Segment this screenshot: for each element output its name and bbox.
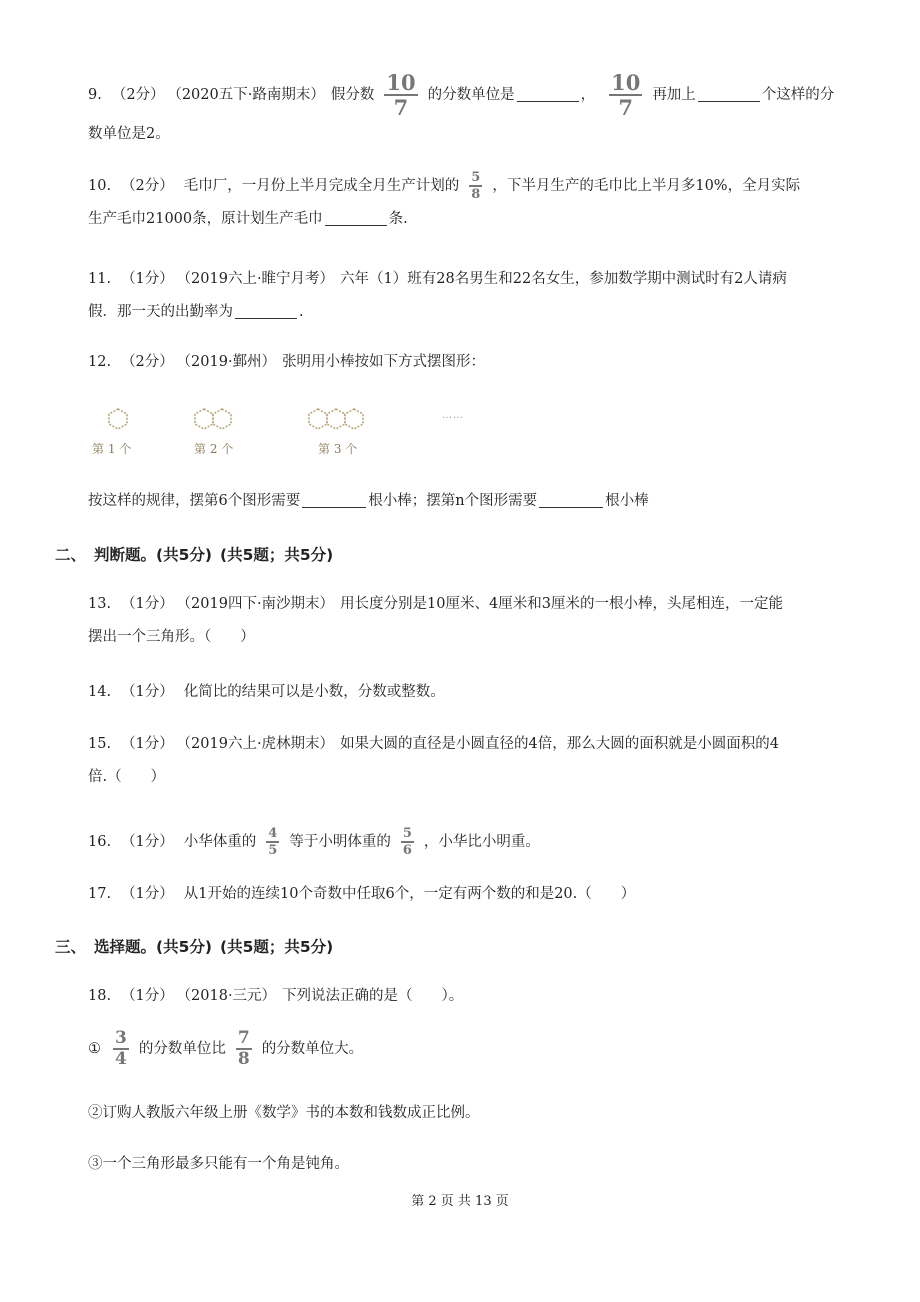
question-score: （1分） — [121, 834, 174, 850]
question-10 — [88, 170, 868, 236]
question-source: （2019四下·南沙期末） — [183, 596, 335, 612]
section-index: 三、 — [55, 938, 87, 956]
fraction-10-7: $\frac{10}{7}$ — [386, 70, 416, 120]
question-text: 毛巾厂，一月份上半月完成全月生产计划的 — [183, 178, 460, 194]
question-text: 如果大圆的直径是小圆直径的4倍，那么大圆的面积就是小圆面积的4 — [340, 736, 780, 752]
question-text: 用长度分别是10厘米、4厘米和3厘米的一根小棒，头尾相连，一定能 — [340, 596, 783, 612]
question-score: （1分） — [121, 596, 174, 612]
question-number: 12. — [88, 354, 112, 370]
section-subtitle: (共5题；共5分) — [219, 546, 334, 564]
question-score: （2分） — [121, 354, 174, 370]
question-11 — [88, 263, 868, 329]
question-text: 生产毛巾21000条，原计划生产毛巾 — [88, 211, 323, 227]
section-subtitle: (共5题；共5分) — [219, 938, 334, 956]
question-source: （2018·三元） — [183, 988, 277, 1004]
question-text: ，小华比小明重。 — [423, 834, 540, 850]
question-source: （2019六上·虎林期末） — [183, 736, 335, 752]
question-text: 再加上 — [652, 87, 696, 103]
question-text: 的分数单位是 — [427, 87, 515, 103]
question-16 — [88, 826, 868, 859]
question-text: 假分数 — [330, 87, 375, 103]
section-title: 选择题。(共5分) — [94, 938, 212, 956]
hexagon-pattern-figures — [88, 400, 488, 470]
question-score: （1分） — [121, 988, 174, 1004]
question-14 — [88, 676, 868, 709]
fraction-3-4: $\frac{3}{4}$ — [115, 1028, 127, 1069]
section-title: 判断题。(共5分) — [94, 546, 212, 564]
question-text-line2: 数单位是2。 — [88, 126, 170, 142]
question-number: 9. — [88, 87, 102, 103]
hexagon-3c — [345, 409, 363, 429]
question-text: ，下半月生产的毛巾比上半月多10%，全月实际 — [492, 178, 801, 194]
question-12-line2 — [88, 485, 868, 518]
option-1 — [88, 1030, 363, 1068]
option-text: 的分数单位比 — [138, 1041, 226, 1057]
section-index: 二、 — [55, 546, 87, 564]
page-footer: 第 2 页 共 13 页 — [411, 1194, 509, 1209]
option-3: ③一个三角形最多只能有一个角是钝角。 — [88, 1156, 349, 1172]
question-text: 小华体重的 — [183, 834, 257, 850]
answer-blank[interactable] — [302, 491, 366, 508]
answer-blank[interactable] — [325, 209, 387, 226]
question-text: 等于小明体重的 — [289, 834, 391, 850]
answer-blank[interactable] — [235, 302, 297, 319]
hexagon-figures-svg — [88, 400, 488, 440]
question-number: 11. — [88, 271, 112, 287]
question-text: 条. — [388, 211, 408, 227]
question-13 — [88, 588, 868, 654]
question-9 — [88, 72, 868, 151]
question-score: （2分） — [111, 87, 165, 103]
question-text: 张明用小棒按如下方式摆图形： — [282, 354, 486, 370]
hexagon-3b — [327, 409, 345, 429]
answer-blank[interactable] — [539, 491, 603, 508]
question-number: 10. — [88, 178, 112, 194]
hexagon-1 — [109, 409, 127, 429]
answer-blank[interactable] — [517, 85, 579, 102]
question-number: 13. — [88, 596, 112, 612]
question-score: （2分） — [121, 178, 174, 194]
question-number: 17. — [88, 886, 112, 902]
question-text: 根小棒 — [605, 493, 649, 509]
question-text-line2: 倍.（ ） — [88, 769, 166, 785]
question-source: （2019·鄞州） — [183, 354, 277, 370]
question-text: 假．那一天的出勤率为 — [88, 304, 233, 320]
fraction-5-6: $\frac{5}{6}$ — [402, 826, 412, 858]
question-text-line2: 摆出一个三角形。（ ） — [88, 629, 255, 645]
hexagon-2a — [195, 409, 213, 429]
option-text: 的分数单位大。 — [261, 1041, 364, 1057]
question-18 — [88, 980, 868, 1013]
fraction-5-8: $\frac{5}{8}$ — [471, 170, 481, 202]
question-text: 六年（1）班有28名男生和22名女生，参加数学期中测试时有2人请病 — [340, 271, 787, 287]
question-text: 化简比的结果可以是小数，分数或整数。 — [183, 684, 445, 700]
question-source: （2020五下·路南期末） — [174, 87, 325, 103]
question-text: 按这样的规律，摆第6个图形需要 — [88, 493, 301, 509]
section-3-heading — [55, 935, 341, 957]
question-text: 个这样的分 — [761, 87, 835, 103]
answer-blank[interactable] — [698, 85, 760, 102]
question-number: 15. — [88, 736, 112, 752]
figure-label-2: 第 2 个 — [194, 442, 234, 456]
option-marker: ① — [88, 1041, 101, 1057]
figure-label-3: 第 3 个 — [318, 442, 358, 456]
fraction-4-5: $\frac{4}{5}$ — [268, 826, 278, 858]
continuation-dots: …… — [442, 410, 464, 421]
question-score: （1分） — [121, 271, 174, 287]
hexagon-2b — [213, 409, 231, 429]
question-number: 16. — [88, 834, 112, 850]
question-text: ， — [580, 87, 596, 103]
option-2: ②订购人教版六年级上册《数学》书的本数和钱数成正比例。 — [88, 1105, 480, 1121]
question-text: 下列说法正确的是（ ）。 — [282, 988, 464, 1004]
question-text: 从1开始的连续10个奇数中任取6个，一定有两个数的和是20.（ ） — [183, 886, 636, 902]
fraction-7-8: $\frac{7}{8}$ — [237, 1028, 250, 1069]
question-number: 14. — [88, 684, 112, 700]
question-score: （1分） — [121, 736, 174, 752]
question-score: （1分） — [121, 886, 174, 902]
question-text: . — [299, 304, 304, 320]
fraction-10-7-second: $\frac{10}{7}$ — [611, 70, 641, 120]
question-17 — [88, 878, 868, 911]
question-score: （1分） — [121, 684, 174, 700]
question-12 — [88, 346, 868, 379]
question-source: （2019六上·睢宁月考） — [183, 271, 335, 287]
question-text: 根小棒；摆第n个图形需要 — [368, 493, 538, 509]
question-number: 18. — [88, 988, 112, 1004]
hexagon-3a — [309, 409, 327, 429]
figure-label-1: 第 1 个 — [92, 442, 132, 456]
section-2-heading — [55, 543, 341, 565]
question-15 — [88, 728, 868, 794]
